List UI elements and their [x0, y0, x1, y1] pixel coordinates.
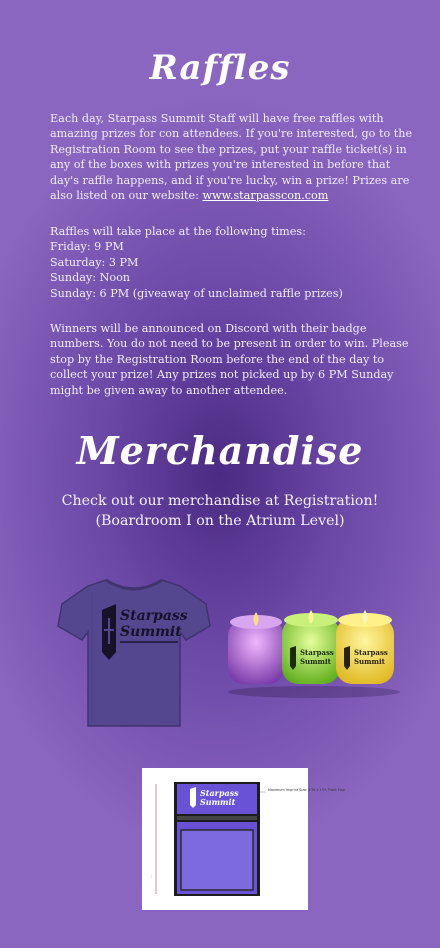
raffle-time-saturday: Saturday: 3 PM	[50, 255, 139, 269]
website-link[interactable]: www.starpasscon.com	[202, 189, 329, 203]
merch-line-1: Check out our merchandise at Registration!	[61, 493, 379, 509]
raffle-time-sunday-noon: Sunday: Noon	[50, 271, 131, 285]
text-line: Each day, Starpass Summit Staff will have free raffles with	[50, 112, 384, 125]
raffle-time-sunday-6pm: Sunday: 6 PM (giveaway of unclaimed raffle prizes)	[50, 286, 343, 300]
text-line: any of the boxes with prizes you're interested in before that	[50, 158, 391, 172]
text-line: amazing prizes for con attendees. If you're interested, go to the	[50, 127, 413, 141]
wallet-brand-line2: Summit	[200, 797, 236, 807]
text-line: Raffles will take place at the following times:	[50, 225, 306, 238]
candle2-brand-line1: Starpass	[354, 648, 388, 657]
candle-brand-line1: Starpass	[300, 648, 334, 657]
text-line: collect your prize! Any prizes not picked up by 6 PM Sunday	[50, 368, 394, 382]
text-line: day's raffle happens, and if you're lucky, win a prize! Prizes are	[50, 173, 410, 187]
candles-image	[224, 608, 414, 700]
raffles-heading: Raffles	[149, 48, 291, 88]
text-line: Registration Room to see the prizes, put your raffle ticket(s) in	[50, 142, 407, 156]
text-line: stop by the Registration Room before the end of the day to	[50, 352, 385, 366]
merchandise-heading: Merchandise	[76, 428, 364, 473]
lanyard-wallet-image	[142, 768, 345, 910]
candle-yellow	[336, 610, 394, 684]
candle-brand-line2: Summit	[300, 657, 331, 666]
text-line: Winners will be announced on Discord with their badge	[50, 322, 367, 335]
merch-line-2: (Boardroom I on the Atrium Level)	[95, 513, 345, 529]
text-line: might be given away to another attendee.	[50, 383, 288, 397]
wallet-brand-line1: Starpass	[200, 788, 239, 798]
raffles-intro-paragraph	[50, 111, 413, 203]
candle-green	[282, 610, 340, 684]
merchandise-description	[0, 491, 440, 531]
text-line	[50, 188, 400, 203]
wallet-shield-icon	[190, 787, 196, 808]
wallet-imprint-note: Maximum Imprint Size: 1"W x 1"H, Front Flap	[268, 788, 345, 792]
raffle-times-paragraph	[50, 224, 400, 301]
shirt-brand-line2: Summit	[120, 624, 182, 640]
tshirt-image	[58, 574, 210, 732]
website-prefix: also listed on our website:	[50, 189, 203, 203]
winners-paragraph	[50, 321, 409, 398]
raffle-time-friday: Friday: 9 PM	[50, 240, 124, 254]
shield-icon	[102, 604, 116, 660]
shirt-brand-line1: Starpass	[120, 608, 188, 624]
svg-text:…: …	[149, 874, 153, 878]
candle2-brand-line2: Summit	[354, 657, 385, 666]
candle-purple	[228, 612, 284, 684]
text-line: numbers. You do not need to be present in order to win. Please	[50, 337, 409, 351]
